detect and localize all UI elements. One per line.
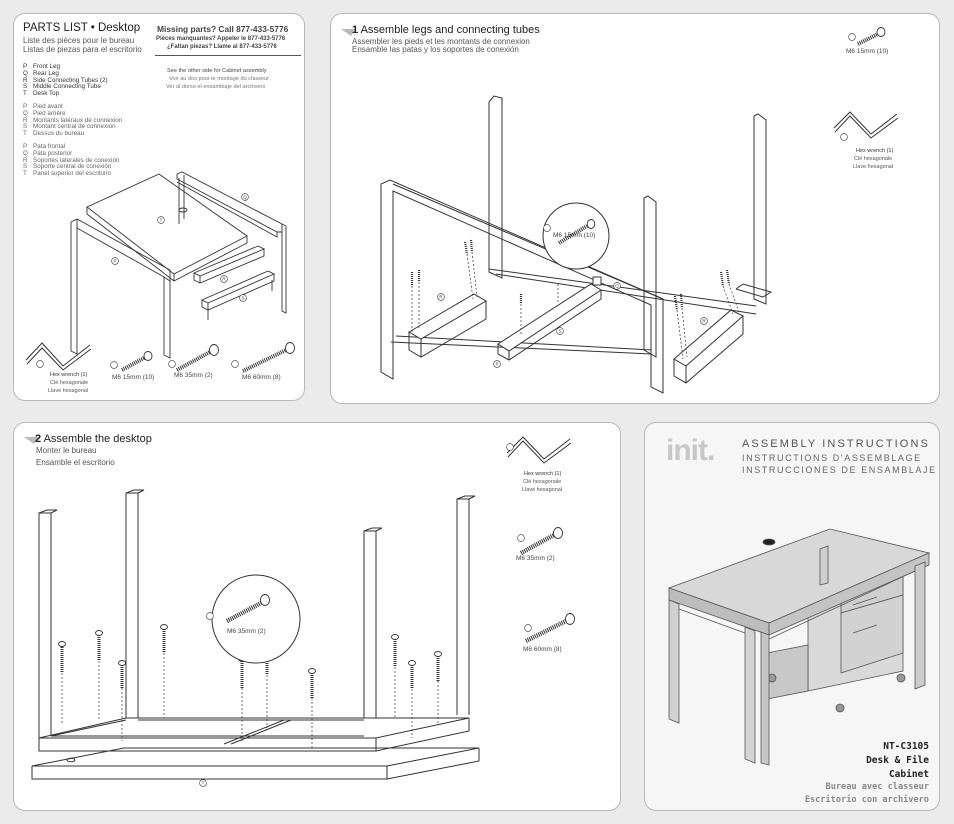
step2-bolt35-label: M6 35mm (2): [516, 555, 555, 562]
part-key: P: [23, 143, 28, 150]
bolt-60mm-icon: [525, 614, 575, 642]
part-name: Panel superior del escritorio: [33, 170, 112, 178]
part-name: Soportes laterales de conexión: [33, 156, 120, 164]
part-key: T: [23, 130, 27, 138]
parts-title-fr: Liste des pièces pour le bureau: [23, 36, 135, 45]
part-name: Front Leg: [33, 63, 60, 70]
hex-wrench-label-es: Llave hexagonal: [48, 388, 89, 394]
hex-wrench-icon: [26, 343, 91, 370]
part-label-q: Q: [243, 194, 247, 200]
part-name: Soporte central de conexión: [33, 163, 112, 171]
part-name: Middle Connecting Tube: [33, 83, 101, 91]
bolt-60mm-icon: [232, 343, 295, 372]
part-key: S: [23, 83, 28, 91]
step1-number: 1: [352, 24, 359, 36]
step2-wrench-label-fr: Clé hexagonale: [523, 479, 562, 485]
cover-heading-es: INSTRUCCIONES DE ENSAMBLAJE: [742, 465, 937, 475]
missing-parts-phone-fr: Pièces manquantes? Appeler le 877-433-5776: [156, 36, 286, 42]
step2-wrench-label-es: Llave hexagonal: [522, 487, 563, 493]
other-side-note-fr: Voir au dos pour le montage du classeur: [169, 76, 270, 82]
step1-wrench-label: Hex wrench (1): [856, 148, 894, 154]
part-name: Montant central de connexion: [33, 123, 116, 131]
cover-heading-fr: INSTRUCTIONS D'ASSEMBLAGE: [742, 453, 922, 463]
cover-heading-en: ASSEMBLY INSTRUCTIONS: [742, 438, 930, 450]
step2-wrench-label: Hex wrench (1): [524, 471, 562, 477]
hex-wrench-label-fr: Clé hexagonale: [50, 380, 89, 386]
model-number: NT-C3105: [883, 741, 929, 752]
part-name: Pata posterior: [33, 149, 73, 157]
step2-title-text: Assemble the desktop: [43, 433, 152, 445]
part-name: Dessus du bureau: [33, 130, 85, 138]
part-name: Rear Leg: [33, 69, 59, 77]
step2-title-es: Ensamble el escritorio: [36, 458, 115, 467]
step1-label-p: P: [495, 361, 499, 367]
part-key: P: [23, 63, 28, 70]
step1-label-s: S: [558, 328, 562, 334]
part-key: Q: [23, 69, 28, 77]
product-name-es: Escritorio con archivero: [804, 795, 929, 805]
part-key: R: [23, 116, 28, 124]
step1-panel: [330, 13, 940, 404]
step1-diagram: [331, 14, 939, 403]
part-name: Pied avant: [33, 103, 63, 110]
part-key: R: [23, 156, 28, 164]
step1-title-fr: Assembler les pieds et les montants de connexion: [352, 37, 530, 46]
parts-title: PARTS LIST • Desktop: [23, 22, 141, 34]
bolt-35mm-icon: [518, 528, 563, 554]
step2-title-fr: Monter le bureau: [36, 446, 97, 455]
bolt-60mm-label: M6 60mm (8): [242, 374, 281, 381]
step1-bolt-label: M6 15mm (10): [846, 48, 889, 55]
part-key: T: [23, 90, 27, 98]
hex-wrench-icon: [507, 437, 571, 463]
missing-parts-phone-es: ¿Faltan piezas? Llame al 877-433-5776: [167, 44, 277, 50]
brand-logo: init.: [666, 434, 715, 467]
step1-zoom-label: M6 15mm (10): [553, 232, 596, 239]
hex-wrench-label: Hex wrench (1): [50, 372, 88, 378]
part-name: Pied arrière: [33, 109, 66, 117]
step2-label-t: T: [201, 780, 205, 786]
step2-bolt60-label: M6 60mm (8): [523, 646, 562, 653]
bolt-15mm-label: M6 15mm (10): [112, 374, 155, 381]
part-name: Montants latéraux de connexion: [33, 116, 123, 124]
step1-title: [352, 24, 540, 37]
part-key: S: [23, 123, 28, 131]
step1-title-text: Assemble legs and connecting tubes: [360, 24, 540, 36]
step1-wrench-label-es: Llave hexagonal: [853, 164, 894, 170]
part-key: P: [23, 103, 28, 110]
part-name: Pata frontal: [33, 143, 66, 150]
bolt-35mm-icon: [169, 345, 219, 371]
step2-zoom-label: M6 35mm (2): [227, 628, 266, 635]
step2-title: [35, 433, 152, 446]
part-key: S: [23, 163, 28, 171]
step2-panel: [13, 422, 621, 811]
part-name: Desk Top: [33, 90, 60, 98]
part-label-p: P: [113, 258, 117, 264]
step1-wrench-label-fr: Clé hexagonale: [854, 156, 893, 162]
part-name: Side Connecting Tubes (2): [33, 76, 108, 84]
part-key: Q: [23, 109, 28, 117]
part-label-r: R: [222, 276, 226, 282]
product-name-line1: Desk & File: [866, 755, 929, 766]
bolt-15mm-icon: [111, 352, 152, 371]
parts-title-es: Listas de piezas para el escritorio: [23, 45, 142, 54]
parts-exploded-diagram: [14, 14, 304, 400]
part-key: R: [23, 76, 28, 84]
step1-label-r-right: R: [702, 318, 706, 324]
part-key: T: [23, 170, 27, 178]
other-side-note-es: Ver al dorso el ensamblaje del archivero: [166, 84, 266, 90]
part-label-t: T: [159, 217, 163, 223]
step1-title-es: Ensamble las patas y los soportes de conexión: [352, 45, 519, 54]
bolt-15mm-icon: [849, 28, 885, 45]
product-name-fr: Bureau avec classeur: [825, 782, 929, 792]
other-side-note: See the other side for Cabinet assembly: [167, 68, 267, 74]
step1-label-q: Q: [615, 283, 619, 289]
step2-number: 2: [35, 433, 42, 445]
missing-parts-phone: Missing parts? Call 877-433-5776: [157, 24, 289, 34]
product-name-line2: Cabinet: [888, 769, 929, 780]
cover-panel: [644, 422, 940, 811]
step1-label-r-left: R: [439, 294, 443, 300]
bolt-35mm-label: M6 35mm (2): [174, 372, 213, 379]
parts-list-panel: [13, 13, 305, 401]
part-key: Q: [23, 149, 28, 157]
part-label-s: S: [241, 295, 245, 301]
